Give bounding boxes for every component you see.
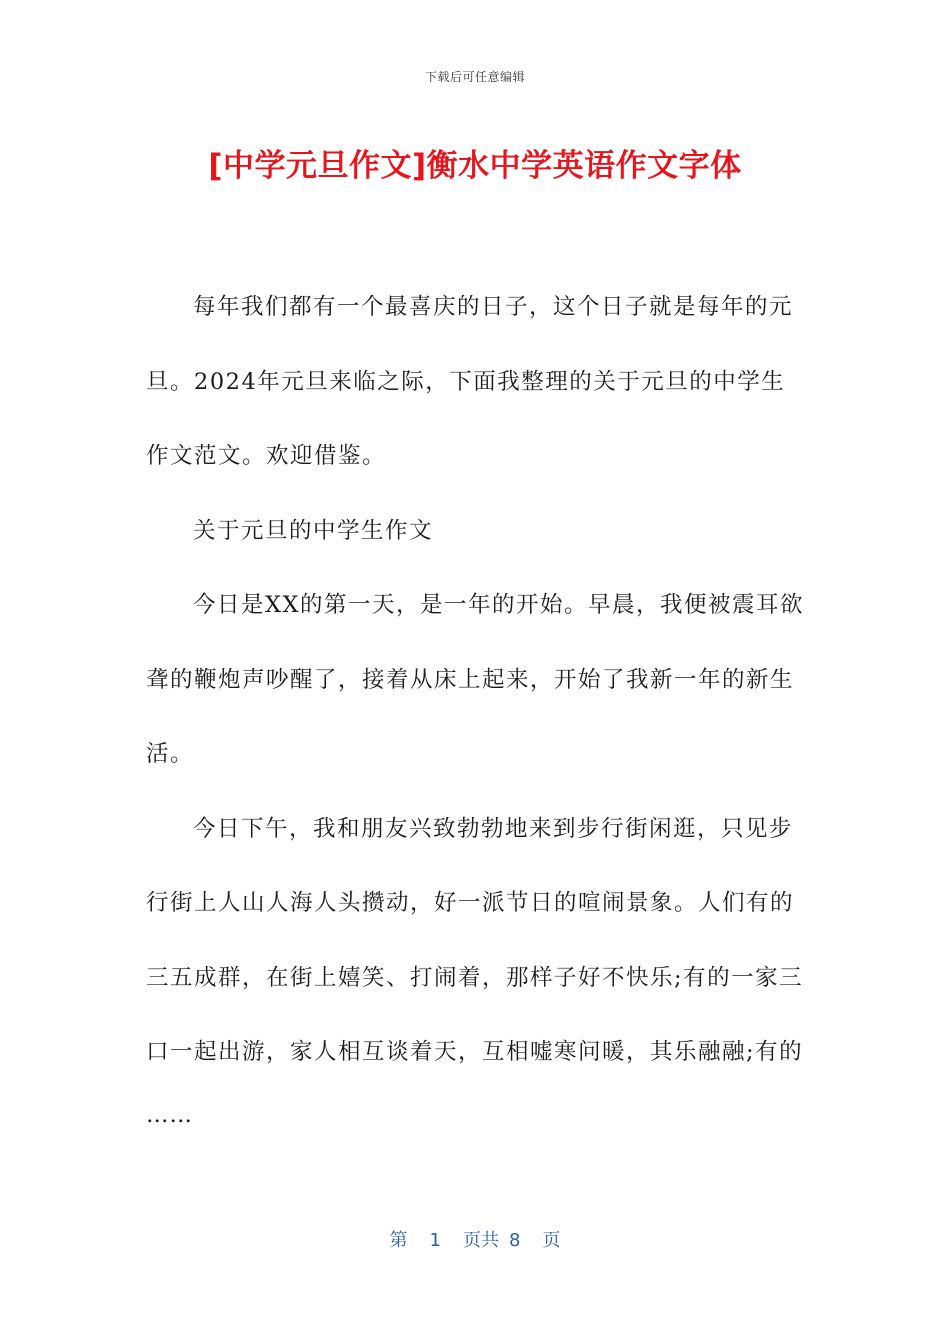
- footer-page-suffix: 页: [542, 1230, 561, 1251]
- paragraph-intro: 每年我们都有一个最喜庆的日子，这个日子就是每年的元旦。2024年元旦来临之际，下面我整理的关于元旦的中学生作文范文。欢迎借鉴。: [146, 294, 794, 469]
- footer-total-pages: 8: [509, 1230, 521, 1251]
- page-footer: [0, 1226, 950, 1252]
- paragraph-morning: 今日是XX的第一天，是一年的开始。早晨，我便被震耳欲聋的鞭炮声吵醒了，接着从床上起来，开始了我新一年的新生活。: [146, 592, 805, 767]
- paragraph-afternoon: 今日下午，我和朋友兴致勃勃地来到步行街闲逛，只见步行街上人山人海人头攒动，好一派节日的喧闹景象。人们有的三五成群，在街上嬉笑、打闹着，那样子好不快乐;有的一家三口一起出游，家人相互谈着天，互相嘘寒问暖，其乐融融;有的: [146, 815, 804, 1065]
- header-note: 下载后可任意编辑: [424, 70, 525, 84]
- document-body: [146, 270, 806, 1152]
- footer-page-mid: 页共: [463, 1230, 499, 1251]
- document-title: [中学元旦作文]衡水中学英语作文字体: [208, 148, 742, 184]
- footer-page-prefix: 第: [389, 1230, 408, 1251]
- footer-current-page: 1: [429, 1230, 441, 1251]
- paragraph-subheading: 关于元旦的中学生作文: [193, 517, 434, 544]
- trailing-ellipsis: ……: [146, 1101, 193, 1128]
